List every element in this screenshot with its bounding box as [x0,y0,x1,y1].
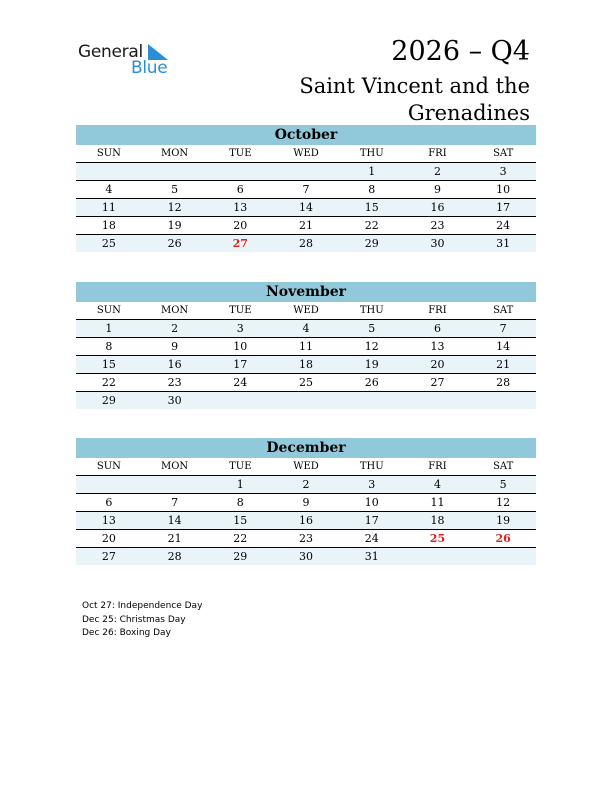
day-cell: 19 [167,219,182,232]
holiday-note: Oct 27: Independence Day [82,601,203,611]
day-cell: 1 [236,478,244,491]
day-cell: 9 [171,340,179,353]
weekday-label: FRI [428,305,447,316]
day-cell [470,548,536,565]
day-cell: 21 [167,532,182,545]
day-cell: 5 [171,183,179,196]
week-row [76,163,536,181]
day-cell: 1 [105,322,113,335]
day-cell: 26 [167,237,182,250]
day-cell: 7 [302,183,310,196]
weekday-header-row [76,145,536,163]
day-cell: 20 [233,219,248,232]
day-cell [405,392,471,409]
weekday-label: FRI [428,148,447,159]
week-row [76,494,536,512]
country-name [299,73,530,127]
week-row [76,374,536,392]
day-cell: 2 [302,478,310,491]
generalblue-logo [78,42,178,82]
weekday-label: TUE [229,461,252,472]
day-cell: 17 [496,201,511,214]
day-cell: 11 [101,201,116,214]
week-row [76,217,536,235]
weekday-label: SUN [96,305,121,316]
day-cell [76,163,142,180]
weekday-label: SUN [96,461,121,472]
day-cell: 5 [499,478,507,491]
week-row [76,392,536,409]
day-cell: 4 [433,478,441,491]
day-cell: 15 [364,201,379,214]
day-cell: 13 [430,340,445,353]
day-cell: 1 [368,165,376,178]
day-cell: 22 [101,376,116,389]
day-cell: 13 [101,514,116,527]
day-cell: 5 [368,322,376,335]
day-cell: 22 [364,219,379,232]
day-cell: 31 [496,237,511,250]
day-cell: 10 [233,340,248,353]
day-cell: 20 [430,358,445,371]
day-cell: 7 [171,496,179,509]
day-cell: 16 [167,358,182,371]
day-cell [273,163,339,180]
day-cell: 29 [101,394,116,407]
day-cell: 9 [433,183,441,196]
day-cell: 26 [364,376,379,389]
day-cell: 10 [496,183,511,196]
week-row [76,181,536,199]
day-cell: 6 [433,322,441,335]
weekday-label: SUN [96,148,121,159]
week-row [76,476,536,494]
holiday-note: Dec 26: Boxing Day [82,628,171,638]
holiday-note: Dec 25: Christmas Day [82,614,186,625]
week-row [76,530,536,548]
day-cell: 3 [368,478,376,491]
day-cell: 23 [167,376,182,389]
day-cell: 21 [496,358,511,371]
day-cell: 11 [299,340,314,353]
week-row [76,199,536,217]
weekday-label: MON [160,461,189,472]
day-cell [273,392,339,409]
day-cell: 8 [105,340,113,353]
day-cell: 12 [496,496,511,509]
day-cell: 16 [430,201,445,214]
day-cell: 18 [101,219,116,232]
day-cell: 2 [171,322,179,335]
day-cell [470,392,536,409]
day-cell: 15 [233,514,248,527]
day-cell: 2 [433,165,441,178]
weekday-label: TUE [229,305,252,316]
weekday-label: THU [359,305,384,316]
month-october [76,125,536,252]
weekday-label: WED [293,461,319,472]
day-cell: 12 [364,340,379,353]
month-december [76,438,536,565]
day-cell: 11 [430,496,445,509]
day-cell: 3 [499,165,507,178]
day-cell: 30 [299,550,314,563]
day-cell: 22 [233,532,248,545]
day-cell [207,392,273,409]
day-cell: 20 [101,532,116,545]
day-cell: 28 [167,550,182,563]
day-cell: 29 [364,237,379,250]
week-row [76,548,536,565]
day-cell: 24 [364,532,379,545]
day-cell: 4 [302,322,310,335]
day-cell: 14 [167,514,182,527]
holiday-day-cell: 27 [232,237,248,250]
day-cell: 6 [236,183,244,196]
day-cell: 8 [368,183,376,196]
day-cell: 19 [364,358,379,371]
country-line-1: Saint Vincent and the [299,74,530,98]
logo-word-general: General [78,42,143,62]
day-cell: 16 [299,514,314,527]
day-cell: 28 [496,376,511,389]
weekday-header-row [76,458,536,476]
weekday-label: MON [160,305,189,316]
day-cell: 27 [101,550,116,563]
day-cell: 23 [430,219,445,232]
day-cell: 7 [499,322,507,335]
week-row [76,320,536,338]
day-cell: 3 [236,322,244,335]
month-name: December [76,438,536,458]
day-cell: 25 [299,376,314,389]
page-title: 2026 – Q4 [391,36,530,67]
day-cell: 15 [101,358,116,371]
day-cell: 8 [236,496,244,509]
weekday-label: MON [160,148,189,159]
weekday-label: THU [359,148,384,159]
day-cell [142,163,208,180]
day-cell: 17 [233,358,248,371]
day-cell [76,476,142,493]
month-name: November [76,282,536,302]
day-cell: 4 [105,183,113,196]
month-november [76,282,536,409]
month-name: October [76,125,536,145]
day-cell [207,163,273,180]
day-cell: 19 [496,514,511,527]
day-cell [142,476,208,493]
day-cell: 31 [364,550,379,563]
day-cell: 25 [101,237,116,250]
weekday-label: WED [293,305,319,316]
weekday-label: THU [359,461,384,472]
weekday-label: WED [293,148,319,159]
country-line-2: Grenadines [407,101,530,125]
holiday-day-cell: 25 [429,532,446,545]
week-row [76,338,536,356]
day-cell: 24 [233,376,248,389]
week-row [76,512,536,530]
day-cell [339,392,405,409]
day-cell: 21 [299,219,314,232]
day-cell [405,548,471,565]
day-cell: 29 [233,550,248,563]
logo-word-blue: Blue [131,58,168,78]
weekday-label: FRI [428,461,447,472]
day-cell: 12 [167,201,182,214]
weekday-header-row [76,302,536,320]
day-cell: 18 [299,358,314,371]
day-cell: 28 [299,237,314,250]
day-cell: 30 [167,394,182,407]
weekday-label: SAT [493,305,514,316]
day-cell: 30 [430,237,445,250]
holiday-day-cell: 26 [495,532,511,545]
day-cell: 10 [364,496,379,509]
day-cell: 27 [430,376,445,389]
day-cell: 24 [496,219,511,232]
weekday-label: SAT [493,148,514,159]
weekday-label: SAT [493,461,514,472]
day-cell: 13 [233,201,248,214]
day-cell: 23 [299,532,314,545]
week-row [76,356,536,374]
day-cell: 17 [364,514,379,527]
day-cell: 9 [302,496,310,509]
day-cell: 14 [496,340,511,353]
day-cell: 14 [299,201,314,214]
weekday-label: TUE [229,148,252,159]
day-cell: 6 [105,496,113,509]
week-row [76,235,536,252]
day-cell: 18 [430,514,445,527]
holiday-notes [82,600,202,641]
